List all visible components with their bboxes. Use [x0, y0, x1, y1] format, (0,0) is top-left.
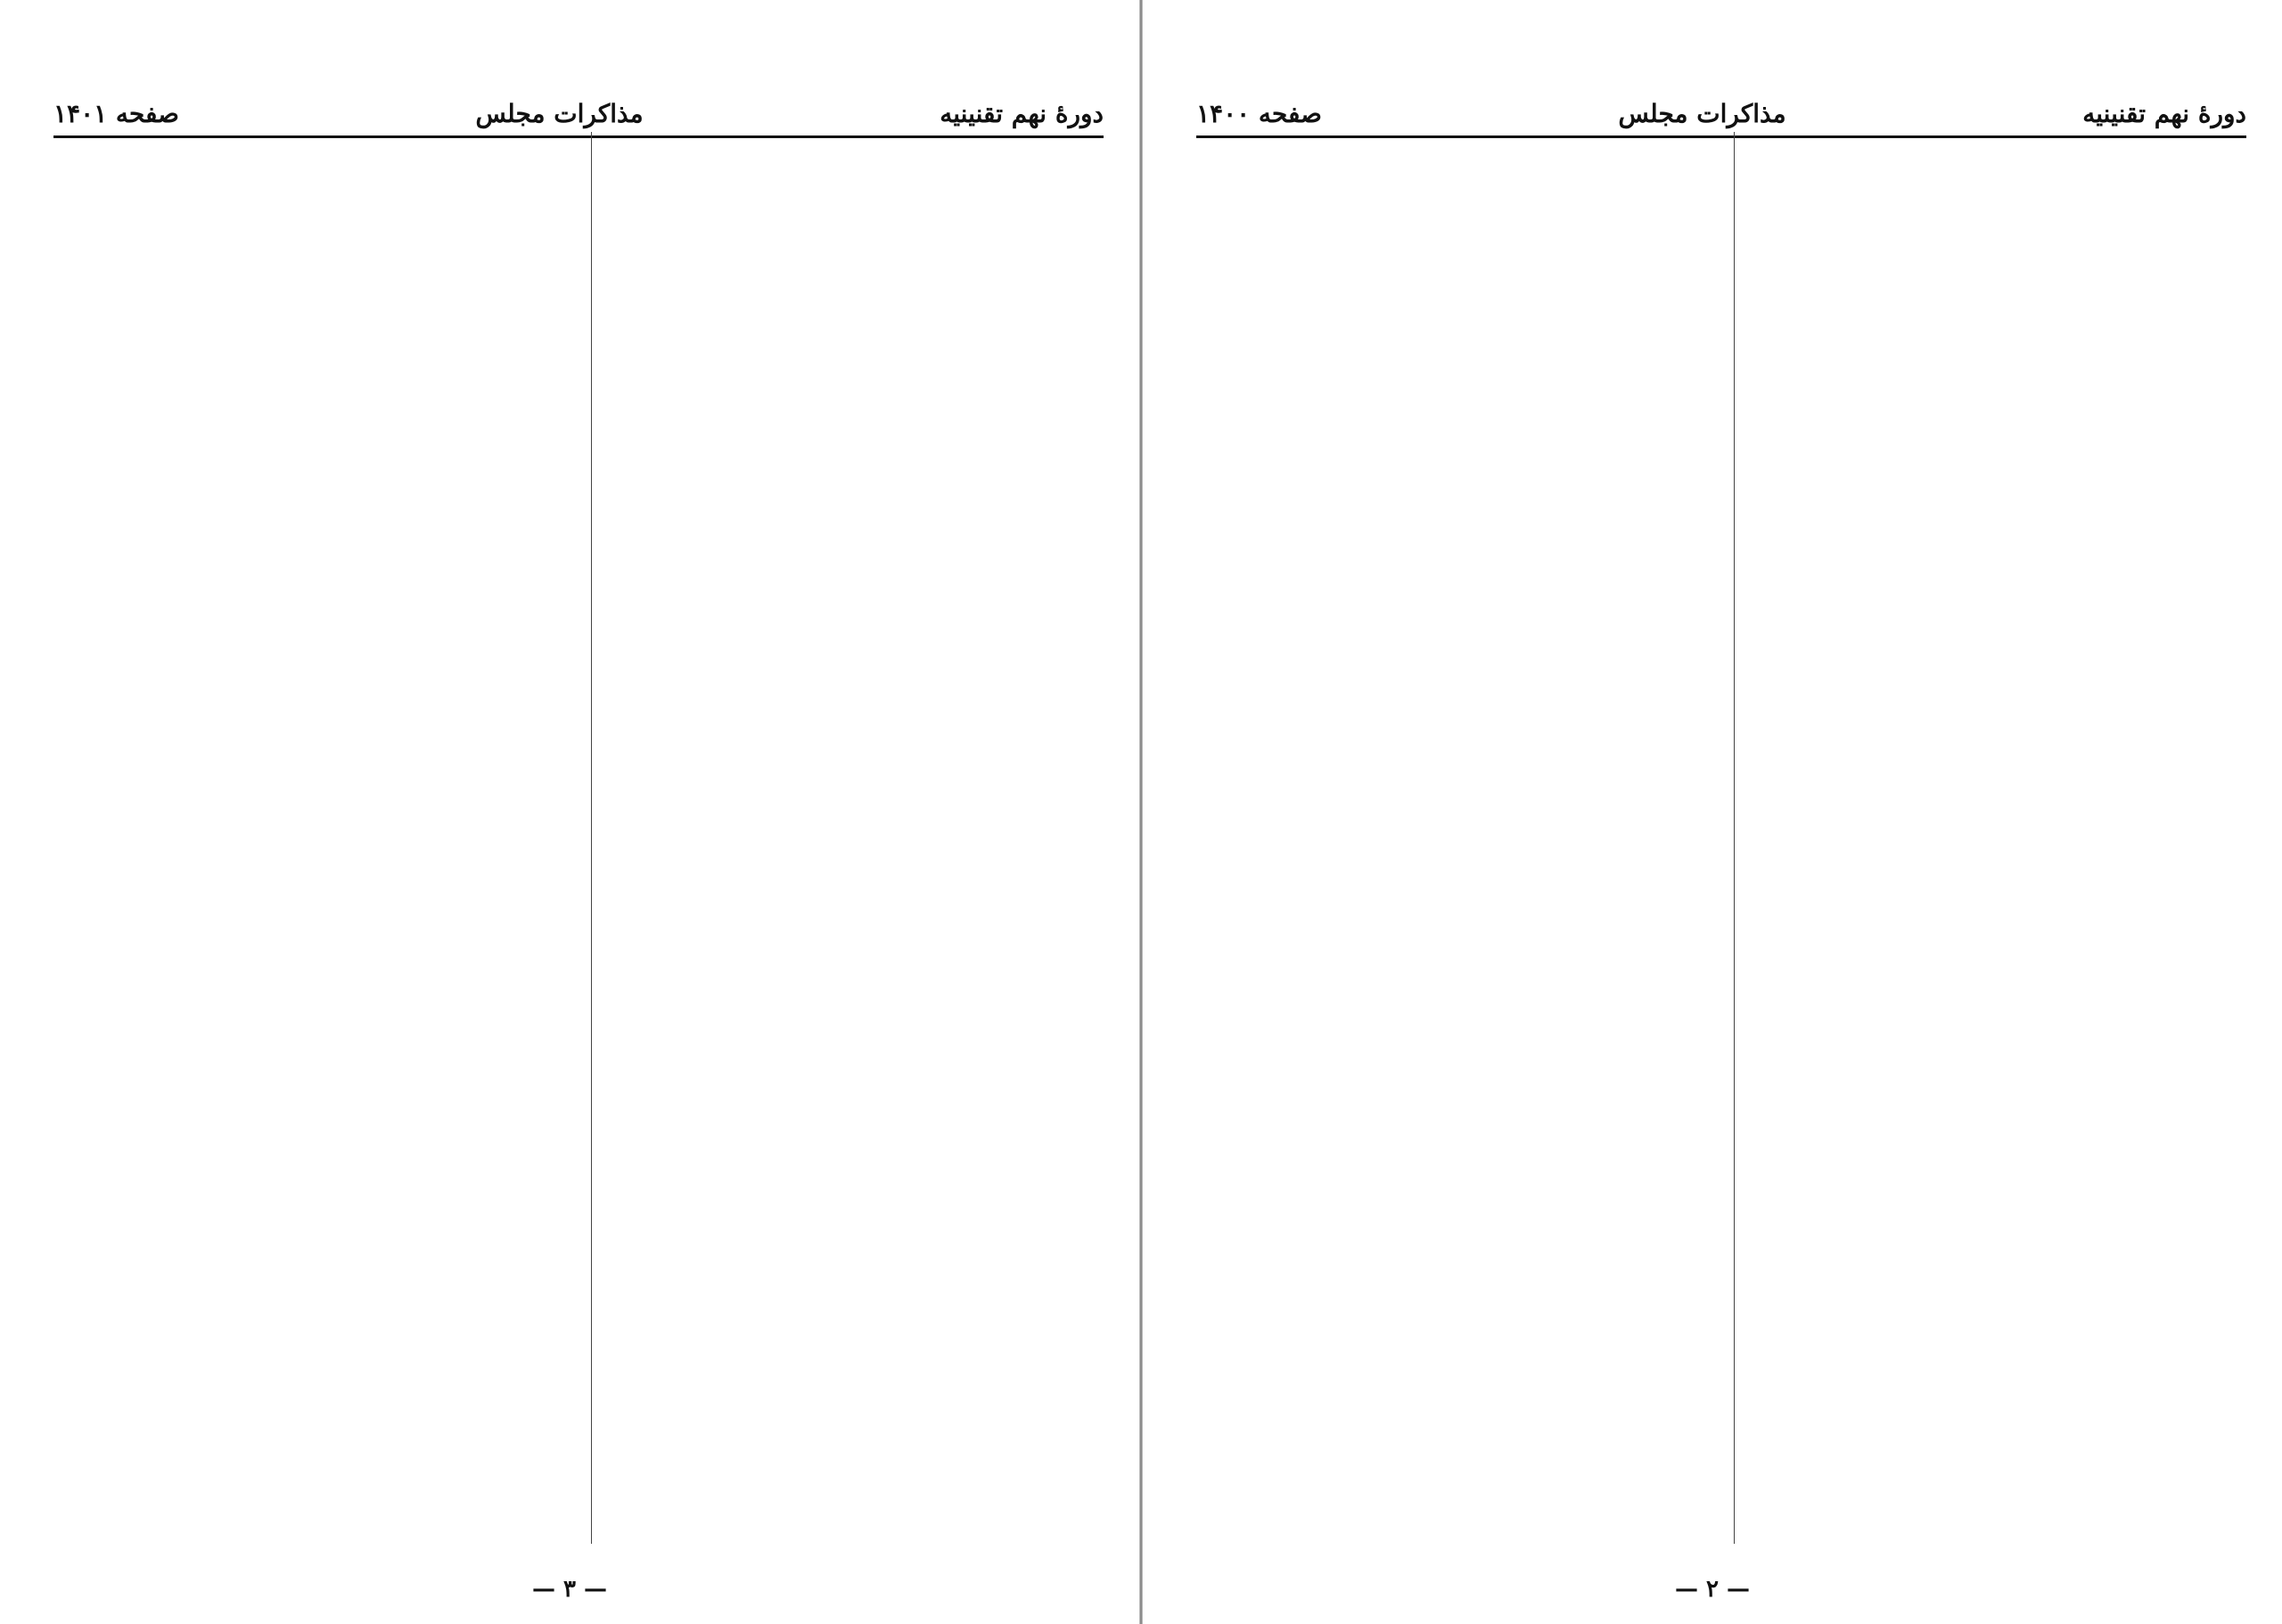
text-columns: [53, 132, 1104, 1544]
header-title: مذاکرات مجلس: [1618, 99, 1786, 128]
page-number-label: صفحه ۱۴۰۱: [53, 99, 179, 128]
text-columns: [1196, 132, 2246, 1544]
left-page: [0, 0, 1139, 1624]
footer-page-number: — ۲ —: [1674, 1576, 1751, 1603]
page-header: [53, 70, 1104, 138]
session-label: دورهٔ نهم تقنینیه: [940, 99, 1104, 128]
page-header: [1196, 70, 2246, 138]
right-page: [1143, 0, 2282, 1624]
header-title: مذاکرات مجلس: [475, 99, 644, 128]
column-left: [1196, 132, 1709, 1544]
footer-page-number: — ۳ —: [531, 1576, 608, 1603]
column-right: [1734, 132, 2247, 1544]
column-left: [53, 132, 566, 1544]
column-right: [591, 132, 1104, 1544]
session-label: دورهٔ نهم تقنینیه: [2082, 99, 2246, 128]
page-number-label: صفحه ۱۴۰۰: [1196, 99, 1322, 128]
